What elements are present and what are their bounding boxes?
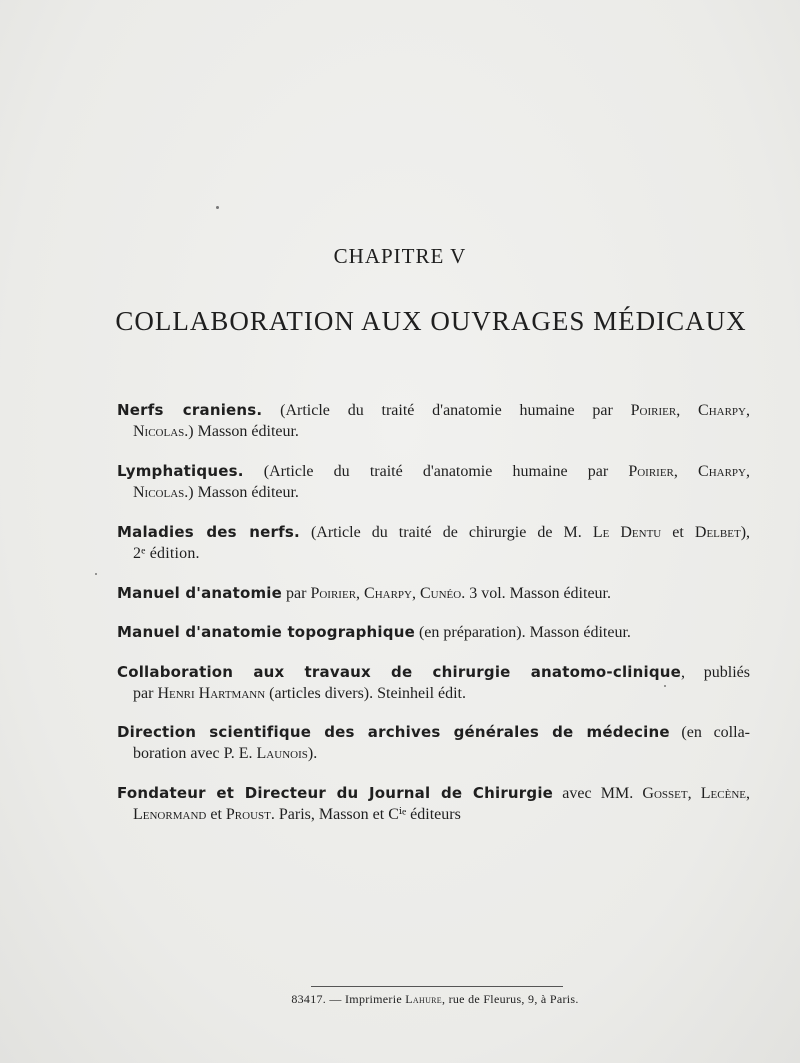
list-item	[117, 783, 750, 825]
author-names: Le Dentu	[592, 524, 662, 541]
entry-text: ) Masson éditeur.	[188, 484, 299, 501]
entry-text: (en colla-	[669, 724, 750, 741]
entry-heading: Direction scientifique des archives générales de médecine	[117, 723, 670, 741]
entry-heading: Fondateur et Directeur du Journal de Chirurgie	[117, 784, 554, 802]
page-title: COLLABORATION AUX OUVRAGES MÉDICAUX	[115, 306, 747, 336]
entry-line	[117, 804, 750, 825]
author-names: Poirier, Charpy,	[630, 402, 750, 419]
entry-text: , publiés	[681, 664, 750, 681]
printer-imprint	[0, 992, 800, 1007]
entry-text: 3 vol. Masson éditeur.	[465, 585, 611, 602]
entry-line	[117, 783, 750, 804]
list-item	[117, 400, 750, 442]
list-item	[117, 622, 750, 643]
author-names: Henri Hartmann	[157, 685, 266, 702]
paper-speck	[216, 206, 219, 209]
list-item	[117, 461, 750, 503]
entry-text: (en préparation). Masson éditeur.	[414, 624, 631, 641]
entry-text: et	[661, 524, 695, 541]
entry-text: 2ᵉ édition.	[133, 545, 200, 562]
entry-heading: Manuel d'anatomie	[117, 584, 283, 602]
author-names: Nicolas.	[133, 484, 189, 501]
author-names: Nicolas.	[133, 423, 189, 440]
imprint-text: , rue de Fleurus, 9, à Paris.	[441, 992, 579, 1006]
list-item	[117, 583, 750, 604]
entry-line	[117, 522, 750, 543]
entry-line	[117, 722, 750, 743]
entry-text: par	[133, 685, 158, 702]
author-names: Poirier, Charpy,	[628, 463, 750, 480]
entry-text: ) Masson éditeur.	[188, 423, 299, 440]
entry-heading: Collaboration aux travaux de chirurgie anatomo-clinique	[117, 663, 682, 681]
list-item	[117, 522, 750, 564]
entry-heading: Nerfs craniens.	[117, 401, 263, 419]
entry-text: avec MM.	[553, 785, 643, 802]
author-names: Poirier, Charpy, Cunéo.	[310, 585, 466, 602]
imprint-text: 83417. — Imprimerie	[291, 992, 406, 1006]
entry-heading: Lymphatiques.	[117, 462, 244, 480]
author-names: Gosset, Lecène,	[642, 785, 750, 802]
entry-text: par	[282, 585, 311, 602]
entry-text: (articles divers). Steinheil édit.	[265, 685, 466, 702]
entry-text: (Article du traité de chirurgie de M.	[299, 524, 593, 541]
entry-text: (Article du traité d'anatomie humaine par	[243, 463, 629, 480]
entry-line	[117, 400, 750, 421]
entry-text: (Article du traité d'anatomie humaine par	[262, 402, 631, 419]
entry-text: et	[206, 806, 226, 823]
author-names: Delbet	[694, 524, 741, 541]
author-names: Proust	[225, 806, 271, 823]
footer-divider	[311, 986, 563, 987]
entry-line	[117, 461, 750, 482]
paper-speck	[95, 573, 97, 575]
entry-line	[117, 662, 750, 683]
list-item	[117, 722, 750, 764]
entry-line	[117, 624, 631, 641]
entry-text: ),	[740, 524, 751, 541]
entry-heading: Maladies des nerfs.	[117, 523, 300, 541]
entry-text: . Paris, Masson et Cⁱᵉ éditeurs	[270, 806, 461, 823]
chapter-heading: CHAPITRE V	[333, 244, 467, 268]
entry-text: boration avec P. E.	[133, 745, 257, 762]
entry-line	[117, 743, 750, 764]
entry-line	[117, 543, 750, 564]
entry-line	[117, 585, 611, 602]
printer-name: Lahure	[405, 992, 442, 1006]
entry-line	[117, 683, 750, 704]
paper-speck	[664, 685, 666, 687]
entry-line	[117, 482, 750, 503]
list-item	[117, 662, 750, 704]
entry-heading: Manuel d'anatomie topographique	[117, 623, 415, 641]
author-names: Launois	[256, 745, 308, 762]
author-names: Lenormand	[133, 806, 207, 823]
entry-text: ).	[307, 745, 318, 762]
entry-line	[117, 421, 750, 442]
